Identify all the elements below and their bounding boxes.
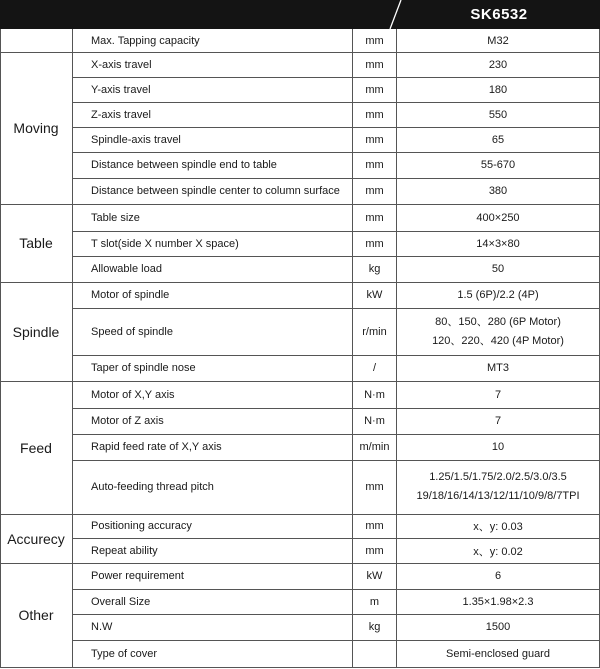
unit-label: mm [365, 211, 384, 224]
model-name: SK6532 [470, 6, 528, 23]
param-name: Motor of spindle [91, 289, 170, 301]
param-name: Distance between spindle end to table [91, 159, 277, 171]
spec-value: 7 [494, 388, 502, 401]
unit-label: / [372, 362, 377, 374]
unit-label: mm [365, 544, 384, 557]
spec-value: 1500 [485, 621, 511, 633]
row-divider-full [0, 667, 600, 668]
param-name: Motor of Z axis [91, 415, 164, 427]
spec-value: 1.35×1.98×2.3 [462, 595, 534, 608]
unit-label: mm [365, 83, 384, 96]
spec-value: Semi-enclosed guard [446, 647, 550, 660]
spec-value: x、y: 0.03 [473, 521, 523, 533]
spec-value: M32 [487, 34, 509, 47]
spec-value: 380 [488, 185, 508, 197]
unit-label: r/min [362, 325, 387, 338]
unit-label: m/min [359, 441, 390, 453]
spec-value: 65 [491, 133, 505, 146]
unit-label: mm [365, 185, 384, 197]
spec-value: 180 [488, 83, 508, 96]
unit-label [353, 640, 396, 667]
unit-label: mm [365, 58, 384, 71]
param-name: X-axis travel [91, 58, 152, 71]
param-name: Motor of X,Y axis [91, 388, 175, 401]
spec-value: 10 [491, 441, 505, 453]
spec-value: 6 [494, 570, 502, 582]
param-name: Table size [91, 211, 140, 224]
spec-value-line: 80、150、280 (6P Motor) [435, 315, 561, 328]
spec-value: 1.5 (6P)/2.2 (4P) [457, 289, 539, 301]
param-name: Rapid feed rate of X,Y axis [91, 441, 222, 453]
param-name: Distance between spindle center to column surface [91, 185, 340, 197]
unit-label: mm [365, 481, 384, 493]
spec-value: MT3 [487, 362, 509, 374]
unit-label: kg [368, 263, 381, 275]
group-label: Other [18, 607, 54, 623]
unit-label: mm [365, 108, 384, 121]
unit-label: mm [365, 237, 384, 250]
unit-label: N·m [364, 415, 385, 427]
unit-label: mm [365, 34, 384, 47]
spec-value [397, 308, 599, 355]
spec-value-line: 19/18/16/14/13/12/11/10/9/8/7TPI [416, 490, 580, 502]
unit-label: mm [365, 520, 384, 532]
param-name: Max. Tapping capacity [91, 34, 200, 47]
unit-label: N·m [364, 388, 385, 401]
unit-label: kW [366, 289, 383, 301]
unit-label: kW [366, 570, 383, 582]
spec-value [397, 460, 599, 514]
group-label: Spindle [12, 323, 60, 340]
spec-value: 50 [491, 263, 505, 275]
spec-value: 400×250 [476, 211, 520, 224]
spec-value: x、y: 0.02 [473, 545, 523, 558]
param-name: Allowable load [91, 263, 162, 275]
param-name: Spindle-axis travel [91, 133, 181, 146]
group-label: Table [19, 235, 53, 251]
spec-value: 230 [488, 58, 508, 71]
unit-label: mm [365, 159, 384, 171]
spec-value: 55-670 [480, 159, 516, 171]
param-name: Repeat ability [91, 544, 158, 557]
spec-value: 7 [494, 415, 502, 427]
param-name: Z-axis travel [91, 108, 151, 121]
group-label: Moving [13, 120, 59, 136]
param-name: N.W [91, 621, 113, 633]
unit-label: mm [365, 133, 384, 146]
unit-label: kg [368, 621, 381, 633]
param-name: Positioning accuracy [91, 520, 192, 532]
group-column-divider [72, 29, 73, 667]
group-label: Accurecy [7, 530, 65, 547]
unit-label: m [369, 595, 380, 608]
spec-value: 14×3×80 [476, 237, 520, 250]
param-name: Type of cover [91, 647, 158, 660]
spec-value: 550 [488, 108, 508, 121]
param-name: Y-axis travel [91, 83, 151, 96]
group-label: Feed [20, 439, 52, 456]
param-name: Speed of spindle [91, 325, 173, 338]
spec-value-line: 120、220、420 (4P Motor) [432, 334, 564, 347]
param-name: Overall Size [91, 595, 151, 608]
param-name: T slot(side X number X space) [91, 237, 239, 250]
spec-value-line: 1.25/1.5/1.75/2.0/2.5/3.0/3.5 [429, 471, 567, 483]
param-name: Taper of spindle nose [91, 362, 196, 374]
param-name: Auto-feeding thread pitch [91, 481, 214, 493]
param-name: Power requirement [91, 570, 184, 582]
